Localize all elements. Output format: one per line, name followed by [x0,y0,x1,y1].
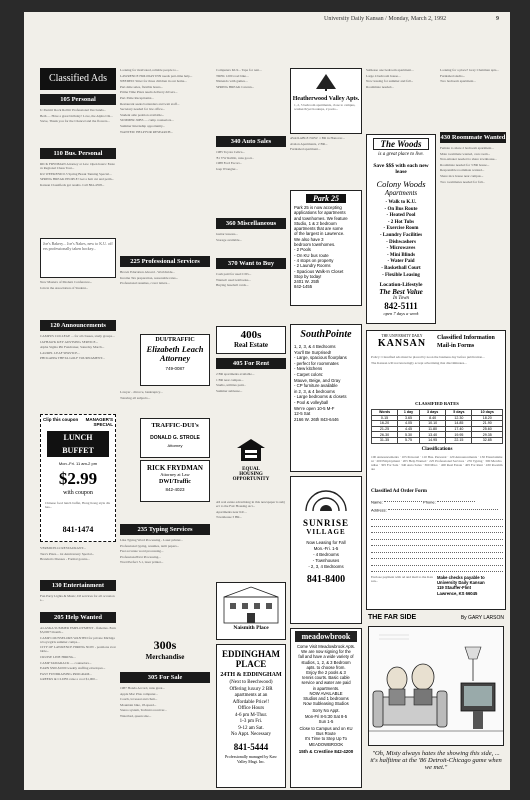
typing-text: Like Typing Word Processing - Laser printer... Professional typing, resumes, term papers... Fast accurate word processing... ProfessionalText Processing... Word Perfect 5.1, laser printer... [120,538,183,565]
heatherwood-name: Heatherwood Valley Apts. [292,96,360,102]
rates-cell: 3.65 [398,415,420,421]
auto-text: 1985 Toyota Celica... '81 VW Rabbit, runs good... 1988 Ford Escort... Jeep Wrangler... [216,150,254,171]
field-phone-label: Phone [423,499,435,505]
southpointe-line: - Large, spacious floorplans [294,355,347,361]
coupon-clip-label: Clip this coupon [43,417,79,422]
mail-to-address [437,575,503,596]
section-head-roommate: 430 Roommate Wanted [440,134,506,141]
eddingham-line: Affordable Price!! [232,699,270,705]
park25-line: 842-1455 [294,284,313,290]
southpointe-ad [290,324,362,472]
order-form-title: Classified Ad Order Form [371,489,427,494]
woods-feature-line: - On Bus Route [384,206,418,212]
personal-text: U-Turnin' Rock Rollin' Professional live bands... Beth — Have a great birthday! Love, the Alpha Chi... Steve, Thank you for the Chancel and the flowers... [40,108,113,124]
rates-cell: 32.85 [472,437,503,443]
southpointe-logo: SouthPointe [300,329,352,340]
woods-feature-line: - Microwaves [386,246,416,252]
real-estate-label: Real Estate [233,341,269,349]
meadowbrook-line: NOW AVAILABLE [309,690,343,696]
park25-line: Studio, 1 & 2 bedroom [294,220,337,226]
park25-line: - 2 Laundry Rooms [294,263,331,269]
rates-cell: 5.75 [398,437,420,443]
rates-cell: 19.95 [446,432,472,438]
newspaper-sheet [24,12,510,790]
park25-line: apartments that are some [294,226,343,232]
woods-features [367,200,435,279]
rates-cell: 31-35 [372,437,398,443]
woods-feature-line: - Heated Pool [386,213,416,219]
meadowbrook-logo: meadowbrook [295,631,357,642]
traffic-dui-ad [140,418,210,458]
rates-cell: 5.30 [398,432,420,438]
sunrise-line: Mon.-Fri. 1-5 [313,546,339,551]
southpointe-line: - Pool & volleyball [294,399,329,405]
classified-order-form [366,330,506,610]
rick-sub: Attorney at Law [160,472,190,477]
rates-cell: 21-25 [372,426,398,432]
sunrise-line: - 2, 3, 4 Bedrooms [308,564,344,569]
woods-feature-line: - Dishwashers [386,239,416,245]
park25-logo: Park 25 [306,194,346,203]
mail-to-line: Make checks payable to [437,575,485,580]
col5-top-text: Sublease one bedroom apartment... Large 4 bedroom house... Now leasing for summer and fall... Roommate needed... [366,68,414,89]
rates-header-cell: 5 days [446,410,472,416]
building-illustration-icon [218,585,284,625]
form-title: Classified Information [437,335,495,341]
meadowbrook-line: Come Visit Meadowbrook Apts. [296,644,356,649]
lunch-buffet-coupon [40,414,116,542]
section-head-misc: 360 Miscellaneous [216,218,286,229]
rates-cell: 21.90 [472,421,503,427]
naismith-place-ad [216,582,286,640]
announcement-misc-text: New Masters of Modern Conference... Join in the Association of Student... [40,280,93,290]
meadowbrook-close-line: It's Time to Step Up To [305,736,347,742]
mail-to-line: 119 Stauffer-Flint [437,585,471,591]
park25-line: - On KU bus route [294,252,329,258]
eddingham-line: 9-12 am Sat. [238,725,264,731]
bus-personal-text: RICK FRYDMAN Attorney at Law. Open hours: Eastern Regional Chess Tour... KU WEEKEND 0.5 Spring Break Tanning Special... SPRING BREAK PEOPLE! Get a hair cut and perm... Kansan Classifieds get results. Call 864-4358... [40,162,115,187]
rates-header-cell: 10 days [472,410,503,416]
park25-line: of the largest in Lawrence. [294,231,345,237]
woods-feature-line: - Flexible Leasing [382,272,420,278]
section-head-want-to-buy: 370 Want to Buy [216,258,286,269]
woods-tagline: is a great place to live. [378,152,424,157]
classified-ads-banner: Classified Ads [40,68,116,90]
eddingham-line: 4-6 pm M-Thur. [234,712,268,718]
rates-cell: 18.20 [472,415,503,421]
rates-table-wrapper [371,409,503,444]
colony-woods-ad [366,134,436,324]
sunrise-line: Now Leasing for Fall [306,540,346,545]
rick-name: RICK FRYDMAN [147,464,203,472]
sunrise-logo-icon [301,483,351,513]
park25-ad [290,190,362,306]
professional-text: Brown Education Aboard - Worldwide... Income Tax preparation, reasonable rates... Professional resumes, cover letters... [120,270,179,286]
southpointe-lines [291,340,361,422]
eddingham-name: EDDINGHAM PLACE [222,649,280,669]
southpointe-line: Mauve, Beige, and Gray [294,377,341,383]
rates-cell: 4.05 [398,421,420,427]
misc-text: Guitar lessons... Storage available... [216,232,242,242]
entertainment-text: Fun Party Lights & Music, DJ services for all occasions... [40,594,115,603]
southpointe-line: 1, 2, 3, & 4 Bedrooms [294,344,336,349]
col6-top-text: Looking for a place? Gray Chairmen apts... Furnished studio... Two bedroom apartment... [440,68,499,84]
coupon-price: $2.99 [58,469,98,488]
section-head-for-sale: 305 For Sale [120,672,210,683]
section-head-personal: 105 Personal [40,94,116,105]
woods-feature-line: - Water Paid [387,259,415,265]
want-to-buy-text: Cash paid for used CD's... Wanted: used textbooks... Buying baseball cards... [216,272,252,288]
rates-header-cell: 1 day [398,410,420,416]
rick-frydman-ad [140,460,210,502]
coupon-special-label: MANAGER'S SPECIAL [85,417,113,427]
rates-table [371,409,503,444]
far-side-caption: "Oh, Misty always hates the showing this side, ... it's halftime at the '86 Detroit-Chicago game when we met." [370,750,502,771]
sunrise-sub: VILLAGE [306,528,346,536]
rates-cell: 13.40 [420,432,446,438]
park25-line: Park 25 is now accepting [294,205,342,210]
rates-cell: 22.15 [446,437,472,443]
for-sale-text: 1987 Honda Accord, runs great... Apple Mac Plus computer... Couch, loveseat and chair... Mountain bike, 18-speed... Stereo system, Technics receiver... Waterbed, queen size... [120,686,167,718]
southpointe-line: - New kitchens [294,366,323,372]
woods-in-town: In Town [392,296,410,302]
meadowbrook-line: Now Subleasing Studios [303,701,349,707]
for-rent-text-2: All real estate advertising in this newspaper is subject to the Fair Housing Act... Apartments near KU... Townhouse 3 BR... [216,500,285,520]
rates-cell: 29.35 [472,432,503,438]
rates-header-cell: Words [372,410,398,416]
traffic-attorney-name: DONALD G. STROLE [150,435,200,441]
far-side-cartoon [366,614,506,788]
merchandise-num: 300s [153,638,177,652]
meadowbrook-line: Studios and 1 bedrooms [303,696,349,702]
eddingham-place-ad [216,644,286,788]
col3-top-text: Computers KU2... Tape for rent... TREK 1200 road bike... Nintendo with games... SPRING BREAK Cancun... [216,68,262,89]
meadowbrook-lines [291,644,361,706]
traffic-dui-heading: TRAFFIC-DUI's [151,422,199,429]
naismith-name: Naismith Place [233,625,269,631]
tree-logo-icon [314,73,338,91]
field-address-label: Address [371,507,386,512]
meadowbrook-hours [291,708,361,724]
eddingham-line: apartments at an [234,693,268,698]
coupon-with: with coupon [63,490,93,496]
meadowbrook-line: service and water are paid [301,680,351,686]
field-phone-input[interactable] [437,497,475,502]
rates-cell: 16-20 [372,421,398,427]
far-side-author: By GARY LARSON [460,615,504,621]
classifications-list: 100 Announcements · 105 Personal · 110 Bus. Personal · 120 Announcements · 130 Entertainment · 200 Employment · 205 Help Wanted · 225 Professional Services · 235 Typing · 300 Merchandise · 305 For Sale · 340 Auto Sales · 360 Misc. · 400 Real Estate · 405 For Rent · 430 Roommate [371,455,503,472]
roommate-text: Female to share 2 bedroom apartment... Male roommate wanted, own room... Non-smoker needed to share townhouse... Roommate needed for 3 BR house... Responsible roommate wanted... Share nice house near campus... Two roommates needed for fall... [440,146,497,184]
equal-housing-logo [220,438,282,496]
southpointe-line: You'll Be Surprised! [294,349,332,355]
woods-feature-line: - Basketball Court [381,265,421,271]
eddingham-line: No Appt. Necessary [230,732,272,737]
help-wanted-text: ALASKA SUMMER EMPLOYMENT - fisheries. Earn $5,000+/month... CAMP COUNSELORS WANTED for private Michigan boys/girls summer camps... CITY OF LAWRENCE HIRING NOW - positions available... CRUISE LINE HIRING... CAMP TAMARACK — counselors... EARN $500-$1000 weekly stuffing envelopes... FAST FUNDRAISING PROGRAM... GREEKS & CLUBS raise a cool $1,000... [40,626,116,682]
southpointe-line: 2166 W. 26th 843-6446 [294,416,339,422]
sunrise-line: - 4 Bedrooms [313,552,339,557]
southpointe-line: - CP furniture available [294,383,338,389]
sunrise-name: SUNRISE [302,518,349,528]
woods-hours: open 7 days a week [383,311,419,317]
col4-rent-text: AVAILABLE NOW: 1 BR in Hanover... Avalon Apartments, 2 BR... Furnished apartment... [290,136,345,152]
eddingham-line: 1-3 pm Fri. [239,719,263,724]
classifications-title: Classifications [421,447,453,452]
equal-line-2: HOUSING [239,472,263,477]
woods-name: Colony Woods [376,179,426,189]
southpointe-line: - Carpet colors: [294,371,324,377]
park25-line: bedroom townhomes. [294,242,336,248]
park25-line: - 4 stops on property [294,257,334,263]
park25-line: and townhomes. We feature [294,215,348,221]
section-head-bus-personal: 110 Bus. Personal [40,148,116,159]
section-head-entertainment: 130 Entertainment [40,580,116,591]
far-side-title: THE FAR SIDE [368,614,417,621]
ad-copy-lines[interactable] [371,515,503,574]
dui-attorney-name: Elizabeth Leach Attorney [146,344,204,363]
meadowbrook-hours-line: Sorry No Appt. [312,708,340,714]
mail-to-line: Lawrence, KS 66045 [437,590,478,596]
woods-feature-line: - Laundry Facilities [379,232,423,238]
section-head-announcements: 120 Announcements [40,320,116,331]
col2-top-text: Looking for motivated, reliable people to... LAWRENCE HOLIDAY INN needs part-time help... NEEDED: Sitter for three children in our home... Part-time sales, flexible hours... Prime Time Pizza needs delivery drivers... Part-Time Receptionist... Restaurant seeks bartenders and wait staff... Secretary needed for law office... Student aide position available... SUMMER JOBS — camp counselors... Summer Internship opportunity... WANTED: HELP FOR RESEARCH... [120,68,193,134]
dui-traffic-heading: DUI/TRAFFIC [155,337,195,343]
park25-line: 2401 W. 25th [294,279,320,285]
mail-to-line: University Daily Kansan [437,580,485,586]
southpointe-line: - perfect for roommates [294,360,339,366]
meadowbrook-close-line: MEADOWBROOK [308,741,344,747]
eddingham-line: Offering luxury 2 BR [229,686,273,692]
sunrise-phone: 841-8400 [306,574,346,585]
field-name-label: Name [371,499,382,505]
joes-bakery-ad: Joe's Bakery... Joe's Nakes, new to K.U. offers professionally taken hockey... [40,238,116,278]
merchandise-header [120,638,210,668]
park25-line: - Spacious Walk-In Closet [294,268,344,274]
heatherwood-text: 1, 2, 3 bedroom apartments, close to campus, washer/dryer hookups, 2 pools... [294,103,356,112]
rates-cell: 14.95 [420,437,446,443]
house-icon [236,438,266,462]
form-policy-text: Policy: Classified ads must be placed by noon the business day before publication... The Kansan will not knowingly accept advertising that discriminates... [371,355,485,365]
section-head-for-rent: 405 For Rent [216,358,286,369]
rick-dwi: DWI/Traffic [159,479,191,485]
rick-phone: 842-4023 [165,487,185,492]
section-head-auto: 340 Auto Sales [216,136,286,147]
kansan-name: KANSAN [377,338,427,349]
woods-feature-line: - 2 Hot Tubs [387,219,415,225]
form-fields: Name: Phone: Address: [371,497,503,512]
sunrise-village-ad [290,476,362,624]
meadowbrook-address: 15th & Crestline 842-4200 [298,748,354,754]
meadowbrook-ad [290,628,362,788]
meadowbrook-line: in apartments. [312,685,340,691]
meadowbrook-line: apts. to choose from. [306,664,346,670]
park25-line: Stop by today! [294,273,322,279]
meadowbrook-hours-line: Sun 1-5 [318,718,334,724]
entertainment-misc-text: VERMICELLI RESTAURANT... Tara's Pizza... 1st Anniversary Special... Brandon's Dresses - Formal gowns... [40,546,95,562]
eddingham-footer: Professionally managed by Kaw Valley Mngt. Inc. [225,753,277,764]
rates-row [372,437,503,443]
rates-cell: 8.40 [420,415,446,421]
section-head-typing: 235 Typing Services [120,524,210,535]
woods-feature-line: - Walk to K.U. [385,200,417,205]
form-subtitle: Mail-in Forms [437,343,475,349]
professional-text-2: Lawyer - divorce, bankruptcy... Tutoring all subjects... [120,390,163,400]
heatherwood-ad [290,68,362,134]
meadowbrook-hours-line: Mon-Fri 8-5:30 Sat 8-5 [304,713,348,719]
woods-title: The Woods [373,138,429,150]
eddingham-phone: 841-5444 [233,741,269,752]
rates-cell: 17.40 [446,426,472,432]
section-head-professional: 225 Professional Services [120,256,210,267]
far-side-panel [368,626,504,746]
park25-line: applications for apartments [294,210,346,216]
merchandise-label: Merchandise [145,653,185,661]
coupon-phone: 841-1474 [62,525,94,534]
meadowbrook-line: studios, 1, 2, & 3 Bedroom [301,659,351,665]
rates-title: CLASSIFIED RATES [415,401,459,406]
southpointe-line: 12-5 Sat [294,411,311,417]
eddingham-line: (Next to Beechwood) [229,680,273,685]
field-address-input[interactable] [388,505,498,510]
real-estate-header [216,326,286,354]
rates-cell: 0-15 [372,415,398,421]
southpointe-line: We're open 10-5 M-F [294,405,335,411]
eddingham-line: Office Hours [237,706,265,711]
rates-cell: 25.60 [472,426,503,432]
real-estate-num: 400s [240,329,262,341]
page-number: 9 [496,16,499,22]
coupon-fine-print: Chinese food lunch buffet, Hong Kong style dishes... [45,501,110,510]
meadowbrook-line: tennis courts. Basic cable [302,675,350,681]
park25-line: - 2 Pools [294,247,311,253]
woods-sub: Apartments [384,189,418,197]
equal-line-1: EQUAL [242,467,260,472]
woods-phone: 842-5111 [384,301,418,312]
woods-feature-line: - Exercise Room [383,226,419,232]
announcements-text: CAMPUS COLLEGE ... for all classes, study groups... JAYHAWK KEY ADVISING SERVICE... Alpha Sigma Phi Fundraiser, Saturday March... LAUREL LEAF SERVICE... PHI KAPPA THETA GOLF TOURNAMENT... [40,334,115,361]
coupon-hours: Mon.-Fri. 11 am-2 pm [58,461,98,466]
sunrise-line: - Townhouses [312,558,340,563]
rates-cell: 14.85 [446,421,472,427]
field-name-input[interactable] [384,497,422,502]
rates-cell: 12.30 [446,415,472,421]
for-rent-text: 2 BR apartments available... 1 BR near campus... Studio, utilities paid... Summer sublease... [216,372,255,393]
park25-lines [291,205,361,290]
meadowbrook-line: We are now signing for the [301,649,351,655]
rates-cell: 11.80 [420,426,446,432]
woods-location: Location-Lifestyle [379,282,423,289]
rates-cell: 10.10 [420,421,446,427]
woods-best: The Best Value [379,288,423,297]
rates-header-cell: 3 days [420,410,446,416]
meadowbrook-close [291,726,361,747]
section-head-help-wanted: 205 Help Wanted [40,612,116,623]
woods-feature-line: - Mini Blinds [386,252,416,258]
rates-cell: 26-30 [372,432,398,438]
woods-save: Save $$$ with each new lease [373,163,429,175]
dui-phone: 749-0087 [165,366,185,371]
southpointe-line: - Large bedrooms & closets [294,394,347,400]
dui-traffic-ad [140,334,210,386]
eddingham-address: 24TH & EDDINGHAM [220,672,282,678]
eddingham-lines [217,680,285,739]
meadowbrook-line: Enjoy the 2 pools & 3 [306,670,346,676]
equal-line-3: OPPORTUNITY [232,477,270,482]
kansan-paper: THE UNIVERSITY DAILY [381,334,423,338]
kansan-logo [371,334,433,349]
cartoon-illustration-icon [369,627,503,745]
meadowbrook-close-line: Bus Route [316,731,336,737]
form-instructions: Enclose payment with ad and mail to the Kansan... [371,575,433,584]
page-header-info: University Daily Kansan / Monday, March 2, 1992 [324,16,447,22]
coupon-title: LUNCH BUFFET [47,431,109,457]
park25-line: We also have 3 [294,236,324,242]
rates-cell: 4.45 [398,426,420,432]
traffic-attorney-title: Attorney [167,443,183,448]
meadowbrook-close-line: Close to Campus and on KU [299,726,353,732]
southpointe-line: in 2, 3, & 4 bedrooms [294,388,335,394]
sunrise-lines [291,540,361,570]
meadowbrook-line: fall and have a wide variety of [298,654,354,660]
